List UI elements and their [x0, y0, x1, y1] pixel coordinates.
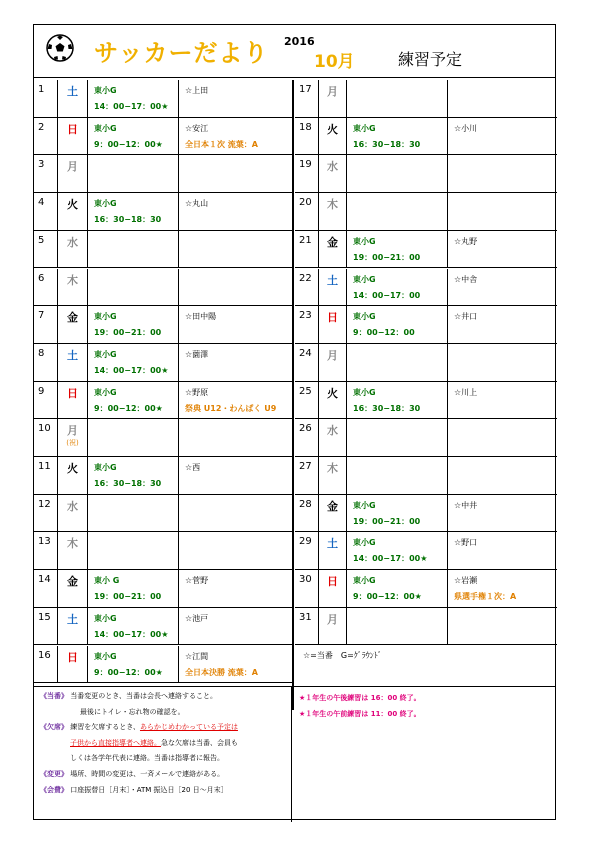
venue-cell: [88, 419, 179, 456]
weekday: [58, 118, 88, 155]
duty-cell: [179, 344, 292, 381]
weekday: [58, 269, 88, 306]
practice-time: 14：00−17：00★: [94, 365, 169, 375]
duty-cell: [448, 570, 557, 607]
venue-cell: [88, 457, 179, 494]
venue-cell: [88, 382, 179, 419]
day-row: [34, 231, 292, 269]
day-row: [34, 382, 292, 420]
venue-name: 東小G: [353, 312, 376, 322]
day-number: 3: [34, 155, 58, 192]
duty-cell: [448, 495, 557, 532]
weekday: [58, 231, 88, 268]
note-fee: 《会費》 口座振替日［月末］・ATM 振込日［20 日〜月末］: [40, 785, 228, 794]
weekday: [58, 80, 88, 117]
weekday-label: 日: [327, 311, 338, 325]
month-label: 10月: [314, 52, 355, 72]
weekday: [319, 344, 347, 381]
day-number: 14: [34, 570, 58, 607]
day-number: 10: [34, 419, 58, 456]
weekday: [319, 193, 347, 230]
duty-person: ☆野口: [454, 538, 478, 548]
duty-cell: [448, 269, 557, 306]
duty-cell: [179, 532, 292, 569]
notes-section: [34, 686, 555, 822]
day-row: [34, 269, 292, 307]
year-label: 2016: [284, 35, 315, 48]
venue-cell: [347, 118, 448, 155]
duty-person: ☆岩瀬: [454, 576, 478, 586]
soccer-ball-icon: [46, 34, 74, 62]
day-row: [295, 419, 557, 457]
day-number: 5: [34, 231, 58, 268]
day-number: 12: [34, 495, 58, 532]
duty-person: ☆池戸: [185, 613, 209, 623]
weekday: [58, 646, 88, 683]
practice-time: 9：00−12：00★: [94, 139, 163, 149]
practice-time: 16：30−18：30: [94, 215, 162, 225]
day-number: 28: [295, 495, 319, 532]
day-row: [34, 570, 292, 608]
weekday-label: 金: [67, 311, 78, 325]
day-row: [295, 269, 557, 307]
venue-cell: [88, 269, 179, 306]
weekday-label: 日: [67, 650, 78, 664]
duty-cell: [448, 608, 557, 645]
note-absence-2: 子供から直接指導者へ連絡。急な欠席は当番、会員も: [70, 738, 238, 747]
day-row: [295, 306, 557, 344]
duty-cell: [448, 344, 557, 381]
day-number: 15: [34, 608, 58, 645]
calendar-left-column: [34, 80, 292, 710]
weekday-label: 土: [67, 612, 78, 626]
duty-cell: [179, 155, 292, 192]
weekday-label: 水: [327, 424, 338, 438]
day-row: [295, 80, 557, 118]
duty-cell: [179, 419, 292, 456]
duty-cell: [179, 608, 292, 645]
duty-cell: [448, 306, 557, 343]
event-note: 祭典 U12・わんぱく U9: [185, 403, 277, 413]
day-row: [34, 155, 292, 193]
duty-person: ☆菅野: [185, 576, 209, 586]
weekday: [319, 231, 347, 268]
venue-name: 東小G: [353, 123, 376, 133]
venue-cell: [347, 495, 448, 532]
weekday-label: 木: [67, 537, 78, 551]
day-row: [34, 306, 292, 344]
venue-cell: [347, 231, 448, 268]
note-afternoon: ★１年生の午後練習は 16：00 終了。: [299, 694, 421, 702]
venue-cell: [88, 80, 179, 117]
practice-time: 14：00−17：00★: [353, 554, 428, 564]
weekday: [58, 495, 88, 532]
weekday-label: 金: [327, 235, 338, 249]
venue-cell: [88, 495, 179, 532]
venue-cell: [347, 457, 448, 494]
weekday: [319, 269, 347, 306]
duty-cell: [448, 532, 557, 569]
weekday: [58, 382, 88, 419]
weekday: [58, 306, 88, 343]
day-row: [295, 193, 557, 231]
day-number: 2: [34, 118, 58, 155]
note-absence-3: しくは各学年代表に連絡。当番は指導者に報告。: [70, 754, 224, 763]
venue-name: 東小G: [353, 236, 376, 246]
day-row: [34, 495, 292, 533]
duty-cell: [179, 457, 292, 494]
practice-time: 19：00−21：00: [94, 328, 162, 338]
practice-time: 9：00−12：00★: [94, 403, 163, 413]
day-number: 18: [295, 118, 319, 155]
weekday-label: 金: [67, 575, 78, 589]
practice-time: 16：30−18：30: [353, 139, 421, 149]
duty-cell: [179, 495, 292, 532]
day-number: 23: [295, 306, 319, 343]
day-row: [34, 608, 292, 646]
weekday-label: 日: [67, 122, 78, 136]
day-number: 26: [295, 419, 319, 456]
practice-time: 19：00−21：00: [353, 252, 421, 262]
venue-name: 東小G: [94, 312, 117, 322]
duty-person: ☆中舎: [454, 274, 478, 284]
weekday-label: 火: [327, 386, 338, 400]
venue-cell: [347, 155, 448, 192]
note-absence: 《欠席》 練習を欠席するとき、あらかじめわかっている予定は: [40, 723, 238, 732]
venue-cell: [88, 570, 179, 607]
note-duty-check: 最後にトイレ・忘れ物の確認を。: [80, 707, 185, 716]
duty-cell: [179, 646, 292, 683]
note-morning: ★１年生の午前練習は 11：00 終了。: [299, 709, 421, 718]
venue-cell: [88, 231, 179, 268]
day-number: 19: [295, 155, 319, 192]
weekday-label: 土: [67, 85, 78, 98]
venue-cell: [88, 532, 179, 569]
venue-name: 東小G: [94, 613, 117, 623]
day-row: [295, 457, 557, 495]
practice-time: 9：00−12：00: [353, 328, 415, 338]
legend-row: [295, 646, 557, 684]
weekday-label: 木: [327, 198, 338, 212]
venue-name: 東小G: [94, 349, 117, 359]
duty-cell: [448, 231, 557, 268]
weekday-label: 月: [67, 160, 78, 174]
duty-cell: [179, 231, 292, 268]
event-note: 全日本決勝 流葉：A: [185, 667, 258, 677]
schedule-subtitle: 練習予定: [398, 50, 463, 69]
venue-cell: [347, 608, 448, 645]
weekday: [319, 532, 347, 569]
weekday: [319, 306, 347, 343]
weekday-label: 水: [67, 499, 78, 513]
weekday: [58, 608, 88, 645]
practice-time: 19：00−21：00: [353, 516, 421, 526]
weekday-label: 木: [327, 462, 338, 475]
day-row: [34, 80, 292, 118]
weekday-label: 金: [327, 499, 338, 513]
day-number: 27: [295, 457, 319, 494]
venue-name: 東小G: [94, 199, 117, 209]
day-number: 11: [34, 457, 58, 494]
venue-cell: [88, 608, 179, 645]
weekday-label: 日: [327, 575, 338, 589]
duty-cell: [448, 382, 557, 419]
duty-person: ☆野原: [185, 387, 209, 397]
venue-name: 東小G: [94, 463, 117, 472]
holiday-mark: (祝): [66, 439, 79, 448]
venue-name: 東小G: [353, 387, 376, 397]
weekday: [58, 570, 88, 607]
weekday: [319, 495, 347, 532]
venue-name: 東小 G: [94, 576, 120, 586]
note-change: 《変更》 場所、時間の変更は、一斉メールで連絡がある。: [40, 769, 225, 778]
venue-cell: [88, 344, 179, 381]
rules-notes: [34, 687, 292, 822]
weekday-label: 月: [327, 85, 338, 98]
duty-cell: [448, 193, 557, 230]
day-number: 13: [34, 532, 58, 569]
duty-cell: [448, 457, 557, 494]
column-divider: [292, 80, 294, 710]
duty-cell: [179, 80, 292, 117]
venue-cell: [88, 155, 179, 192]
weekday: [319, 80, 347, 117]
weekday: [319, 457, 347, 494]
weekday: [58, 532, 88, 569]
page-title: サッカーだより: [94, 39, 269, 67]
weekday-label: 水: [67, 235, 78, 249]
duty-person: ☆薗澤: [185, 349, 209, 359]
day-number: 29: [295, 532, 319, 569]
venue-cell: [347, 193, 448, 230]
day-row: [295, 495, 557, 533]
day-number: 1: [34, 80, 58, 117]
weekday-label: 土: [327, 537, 338, 551]
weekday: [58, 457, 88, 494]
note-duty: 《当番》 当番変更のとき、当番は会長へ連絡すること。: [40, 692, 217, 700]
day-number: 8: [34, 344, 58, 381]
day-row: [34, 344, 292, 382]
calendar-right-column: [295, 80, 557, 710]
practice-time: 19：00−21：00: [94, 592, 162, 602]
day-row: [34, 646, 292, 684]
duty-cell: [448, 80, 557, 117]
duty-person: ☆丸山: [185, 199, 209, 209]
duty-cell: [448, 118, 557, 155]
venue-name: 東小G: [353, 274, 376, 284]
day-number: 4: [34, 193, 58, 230]
weekday: [319, 419, 347, 456]
day-row: [295, 608, 557, 646]
duty-cell: [179, 193, 292, 230]
day-row: [295, 118, 557, 156]
venue-cell: [347, 344, 448, 381]
day-row: [295, 344, 557, 382]
weekday-label: 月: [67, 424, 78, 438]
venue-cell: [88, 118, 179, 155]
weekday: [319, 155, 347, 192]
duty-cell: [179, 118, 292, 155]
weekday: [319, 382, 347, 419]
day-number: 24: [295, 344, 319, 381]
duty-person: ☆川上: [454, 387, 478, 397]
duty-person: ☆井口: [454, 312, 478, 322]
day-row: [34, 457, 292, 495]
duty-cell: [179, 269, 292, 306]
venue-name: 東小G: [353, 576, 376, 586]
practice-time: 9：00−12：00★: [353, 592, 422, 602]
venue-cell: [347, 382, 448, 419]
weekday-label: 土: [327, 273, 338, 287]
day-row: [295, 231, 557, 269]
weekday: [58, 419, 88, 456]
duty-person: ☆上田: [185, 86, 209, 95]
practice-time: 16：30−18：30: [94, 479, 162, 488]
day-row: [34, 419, 292, 457]
day-row: [295, 382, 557, 420]
day-number: 25: [295, 382, 319, 419]
venue-cell: [347, 570, 448, 607]
venue-cell: [347, 306, 448, 343]
day-row: [295, 532, 557, 570]
duty-person: ☆丸野: [454, 236, 478, 246]
weekday: [319, 118, 347, 155]
day-row: [295, 570, 557, 608]
duty-cell: [179, 570, 292, 607]
duty-person: ☆江間: [185, 651, 209, 661]
venue-cell: [88, 646, 179, 683]
day-row: [295, 155, 557, 193]
weekday: [58, 193, 88, 230]
event-note: 県選手権１次：A: [454, 592, 517, 602]
day-number: 30: [295, 570, 319, 607]
weekday-label: 月: [327, 612, 338, 626]
weekday-label: 水: [327, 160, 338, 174]
day-row: [34, 118, 292, 156]
day-number: 6: [34, 269, 58, 306]
venue-cell: [347, 80, 448, 117]
weekday: [319, 608, 347, 645]
venue-name: 東小G: [94, 387, 117, 397]
weekday-label: 火: [67, 462, 78, 475]
day-number: 7: [34, 306, 58, 343]
practice-time: 14：00−17：00★: [94, 102, 169, 111]
duty-person: ☆小川: [454, 123, 478, 133]
weekday-label: 土: [67, 348, 78, 362]
day-number: 17: [295, 80, 319, 117]
duty-cell: [179, 382, 292, 419]
day-number: 20: [295, 193, 319, 230]
weekday-label: 火: [67, 198, 78, 212]
weekday: [319, 570, 347, 607]
duty-person: ☆安江: [185, 123, 209, 133]
practice-time: 14：00−17：00: [353, 290, 421, 300]
venue-name: 東小G: [353, 538, 376, 548]
day-row: [34, 193, 292, 231]
venue-name: 東小G: [94, 86, 117, 95]
duty-person: ☆西: [185, 463, 201, 472]
venue-cell: [88, 193, 179, 230]
venue-cell: [347, 269, 448, 306]
weekday-label: 火: [327, 122, 338, 136]
duty-person: ☆中井: [454, 500, 478, 510]
event-note: 全日本１次 流葉：A: [185, 139, 258, 149]
duty-cell: [179, 306, 292, 343]
venue-name: 東小G: [94, 651, 117, 661]
venue-cell: [347, 532, 448, 569]
venue-name: 東小G: [94, 123, 117, 133]
venue-cell: [88, 306, 179, 343]
day-number: 21: [295, 231, 319, 268]
weekday: [58, 344, 88, 381]
practice-time: 14：00−17：00★: [94, 629, 169, 639]
duty-cell: [448, 155, 557, 192]
day-number: 31: [295, 608, 319, 645]
duty-person: ☆田中陽: [185, 312, 217, 322]
weekday: [58, 155, 88, 192]
legend-text: ☆=当番 G=ｸﾞﾗｳﾝﾄﾞ: [303, 650, 382, 660]
venue-cell: [347, 419, 448, 456]
day-row: [34, 532, 292, 570]
day-number: 9: [34, 382, 58, 419]
header: [34, 25, 555, 78]
schedule-sheet: [33, 24, 556, 820]
practice-time: 9：00−12：00★: [94, 667, 163, 677]
day-number: 16: [34, 646, 58, 683]
practice-time: 16：30−18：30: [353, 403, 421, 413]
weekday-label: 木: [67, 273, 78, 287]
day-number: 22: [295, 269, 319, 306]
weekday-label: 日: [67, 386, 78, 400]
first-grade-notes: [293, 687, 555, 822]
weekday-label: 月: [327, 348, 338, 362]
duty-cell: [448, 419, 557, 456]
venue-name: 東小G: [353, 500, 376, 510]
